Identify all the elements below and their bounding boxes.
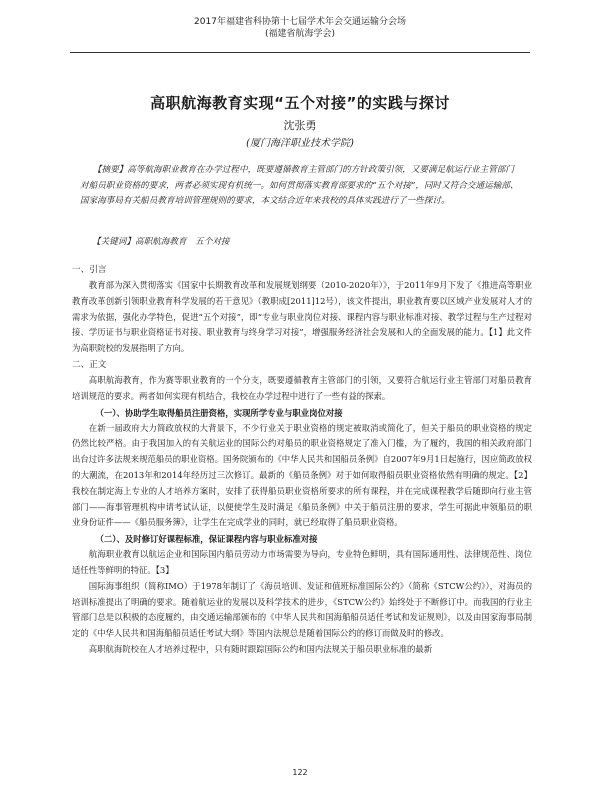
paper-title: 高职航海教育实现“五个对接”的实践与探讨 [150, 94, 450, 112]
abstract [80, 163, 520, 210]
paragraph: 在新一届政府大力简政放权的大背景下，不少行业关于职业资格的规定被取消或简化了，但关于船员的职业资格的规定仍然比较严格。由于我国加入的有关航运业的国际公约对船员的职业资格规定了准入门槛，为了履约，我国的相关政府部门出台过许多法规来规范船员的职业资格。国务院颁布的《中华人民共和国船员条例》自2007年9月1日起施行，因应简政放权的大潮流，在2013年和2014年经历过三次修订。最新的《船员条例》对于如何取得船员职业资格依然有明确的规定。【2】我校在制定海上专业的人才培养方案时，安排了获得船员职业资格所要求的所有课程，并在完成课程教学后随即向行业主管部门——海事管理机构申请考试认证，以便使学生及时满足《船员条例》中关于船员注册的要求，学生可据此申领船员的职业身份证件——《船员服务簿》，让学生在完成学业的同时，就已经取得了船员职业资格。 [72, 422, 532, 528]
abstract-text: 【摘要】高等航海职业教育在办学过程中，既要遵循教育主管部门的方针政策引领，又要满足航运行业主管部门对船员职业资格的要求，两者必须实现有机统一。如何贯彻落实教育部要求的“五个对接”，同时又符合交通运输部、国家海事局有关船员教育培训管理规则的要求，本文结合近年来我校的具体实践进行了一些探讨。 [80, 165, 519, 206]
paragraph: 高职航海教育，作为赛等职业教育的一个分支，既要遵循教育主管部门的引领，又要符合航运行业主管部门对船员教育培训规范的要求。两者如何实现有机结合，我校在办学过程中进行了一些有益的探索。 [72, 374, 532, 401]
paragraph: 高职航海院校在人才培养过程中，只有随时跟踪国际公约和国内法规关于船员职业标准的最新 [88, 643, 433, 654]
author-name: 沈张勇 [283, 119, 317, 132]
paragraph: 教育部为深入贯彻落实《国家中长期教育改革和发展规划纲要（2010-2020年）》，于2011年9月下发了《推进高等职业教育改革创新引领职业教育科学发展的若干意见》（教职成[2011]12号），该文件提出，职业教育要以区域产业发展对人才的需求为依据，强化办学特色，促进“五个对接”，即“专业与职业岗位对接、课程内容与职业标准对接、教学过程与生产过程对接、学历证书与职业资格证书对接、职业教育与终身学习对接”，增强服务经济社会发展和人的全面发展的能力。【1】此文件为高职院校的发展指明了方向。 [72, 280, 532, 354]
header-line-2: (福建省航海学会) [264, 29, 336, 39]
subsection-heading-1: （一）、协助学生取得船员注册资格，实现所学专业与职业岗位对接 [95, 407, 343, 418]
main-body [72, 262, 532, 658]
header-line-1: 2017年福建省科协第十七届学术年会交通运输分会场 [194, 17, 406, 27]
section-heading-intro: 一、引言 [72, 265, 107, 275]
section-heading-body: 二、正文 [72, 359, 107, 370]
running-header [0, 16, 600, 40]
header-divider [70, 52, 530, 53]
paragraph: 国际海事组织（简称IMO）于1978年制订了《海员培训、发证和值班标准国际公约》（简称《STCW公约》），对海员的培训标准提出了明确的要求。随着航运业的发展以及科学技术的进步，《STCW公约》始终处于不断修订中。而我国的行业主管部门总是以积极的态度履约，由交通运输部颁布的《中华人民共和国海船船员适任考试和发证规则》，以及由国家海事局制定的《中华人民共和国海船船员适任考试大纲》等国内法规总是随着国际公约的修订而做及时的修改。 [72, 580, 532, 639]
page-number: 122 [292, 768, 308, 777]
keywords: 【关键词】高职航海教育 五个对接 [92, 237, 230, 247]
paragraph: 航海职业教育以航运企业和国际国内船员劳动力市场需要为导向，专业特色鲜明，具有国际通用性、法律规范性、岗位适任性等鲜明的特征。【3】 [72, 549, 532, 575]
author-affiliation: (厦门海洋职业技术学院) [246, 138, 354, 149]
subsection-heading-2: （二）、及时修订好课程标准，保证课程内容与职业标准对接 [95, 534, 318, 545]
